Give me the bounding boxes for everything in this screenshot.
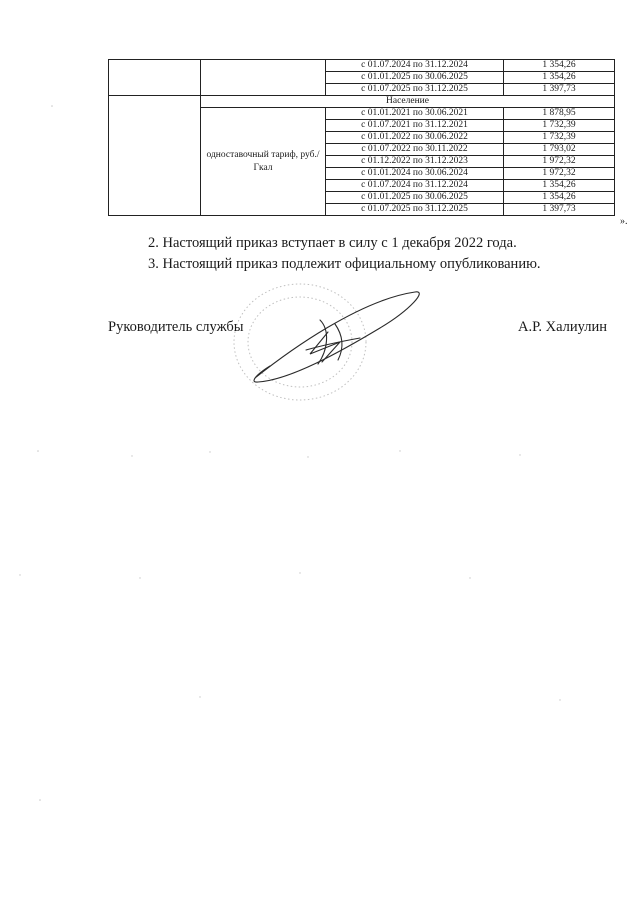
- value-cell: 1 354,26: [504, 192, 615, 204]
- section-row: [109, 96, 615, 108]
- period-cell: с 01.01.2025 по 30.06.2025: [326, 72, 504, 84]
- tariff-label: одноставочный тариф, руб./Гкал: [201, 108, 326, 216]
- tariff-table: [108, 59, 615, 216]
- period-cell: с 01.01.2022 по 30.06.2022: [326, 132, 504, 144]
- official-stamp-icon: [234, 284, 366, 400]
- clause-publication: 3. Настоящий приказ подлежит официальному опубликованию.: [148, 256, 541, 272]
- blank-cell: [201, 60, 326, 96]
- value-cell: 1 354,26: [504, 60, 615, 72]
- value-cell: 1 972,32: [504, 168, 615, 180]
- period-cell: с 01.07.2025 по 31.12.2025: [326, 204, 504, 216]
- period-cell: с 01.07.2025 по 31.12.2025: [326, 84, 504, 96]
- value-cell: 1 878,95: [504, 108, 615, 120]
- period-cell: с 01.07.2021 по 31.12.2021: [326, 120, 504, 132]
- blank-cell: [109, 96, 201, 216]
- signatory-name: А.Р. Халиулин: [518, 319, 607, 335]
- signature-icon: [254, 292, 419, 382]
- period-cell: с 01.07.2024 по 31.12.2024: [326, 180, 504, 192]
- table-row: [109, 60, 615, 72]
- clause-effective-date: 2. Настоящий приказ вступает в силу с 1 декабря 2022 года.: [148, 235, 517, 251]
- period-cell: с 01.07.2022 по 30.11.2022: [326, 144, 504, 156]
- closing-quote: ».: [620, 216, 628, 227]
- period-cell: с 01.01.2021 по 30.06.2021: [326, 108, 504, 120]
- period-cell: с 01.12.2022 по 31.12.2023: [326, 156, 504, 168]
- period-cell: с 01.01.2024 по 30.06.2024: [326, 168, 504, 180]
- value-cell: 1 354,26: [504, 72, 615, 84]
- value-cell: 1 972,32: [504, 156, 615, 168]
- value-cell: 1 397,73: [504, 204, 615, 216]
- period-cell: с 01.01.2025 по 30.06.2025: [326, 192, 504, 204]
- value-cell: 1 397,73: [504, 84, 615, 96]
- value-cell: 1 354,26: [504, 180, 615, 192]
- value-cell: 1 793,02: [504, 144, 615, 156]
- value-cell: 1 732,39: [504, 120, 615, 132]
- signatory-title: Руководитель службы: [108, 319, 244, 335]
- stamp-and-signature: [210, 280, 430, 410]
- value-cell: 1 732,39: [504, 132, 615, 144]
- blank-cell: [109, 60, 201, 96]
- section-header: Население: [201, 96, 615, 108]
- period-cell: с 01.07.2024 по 31.12.2024: [326, 60, 504, 72]
